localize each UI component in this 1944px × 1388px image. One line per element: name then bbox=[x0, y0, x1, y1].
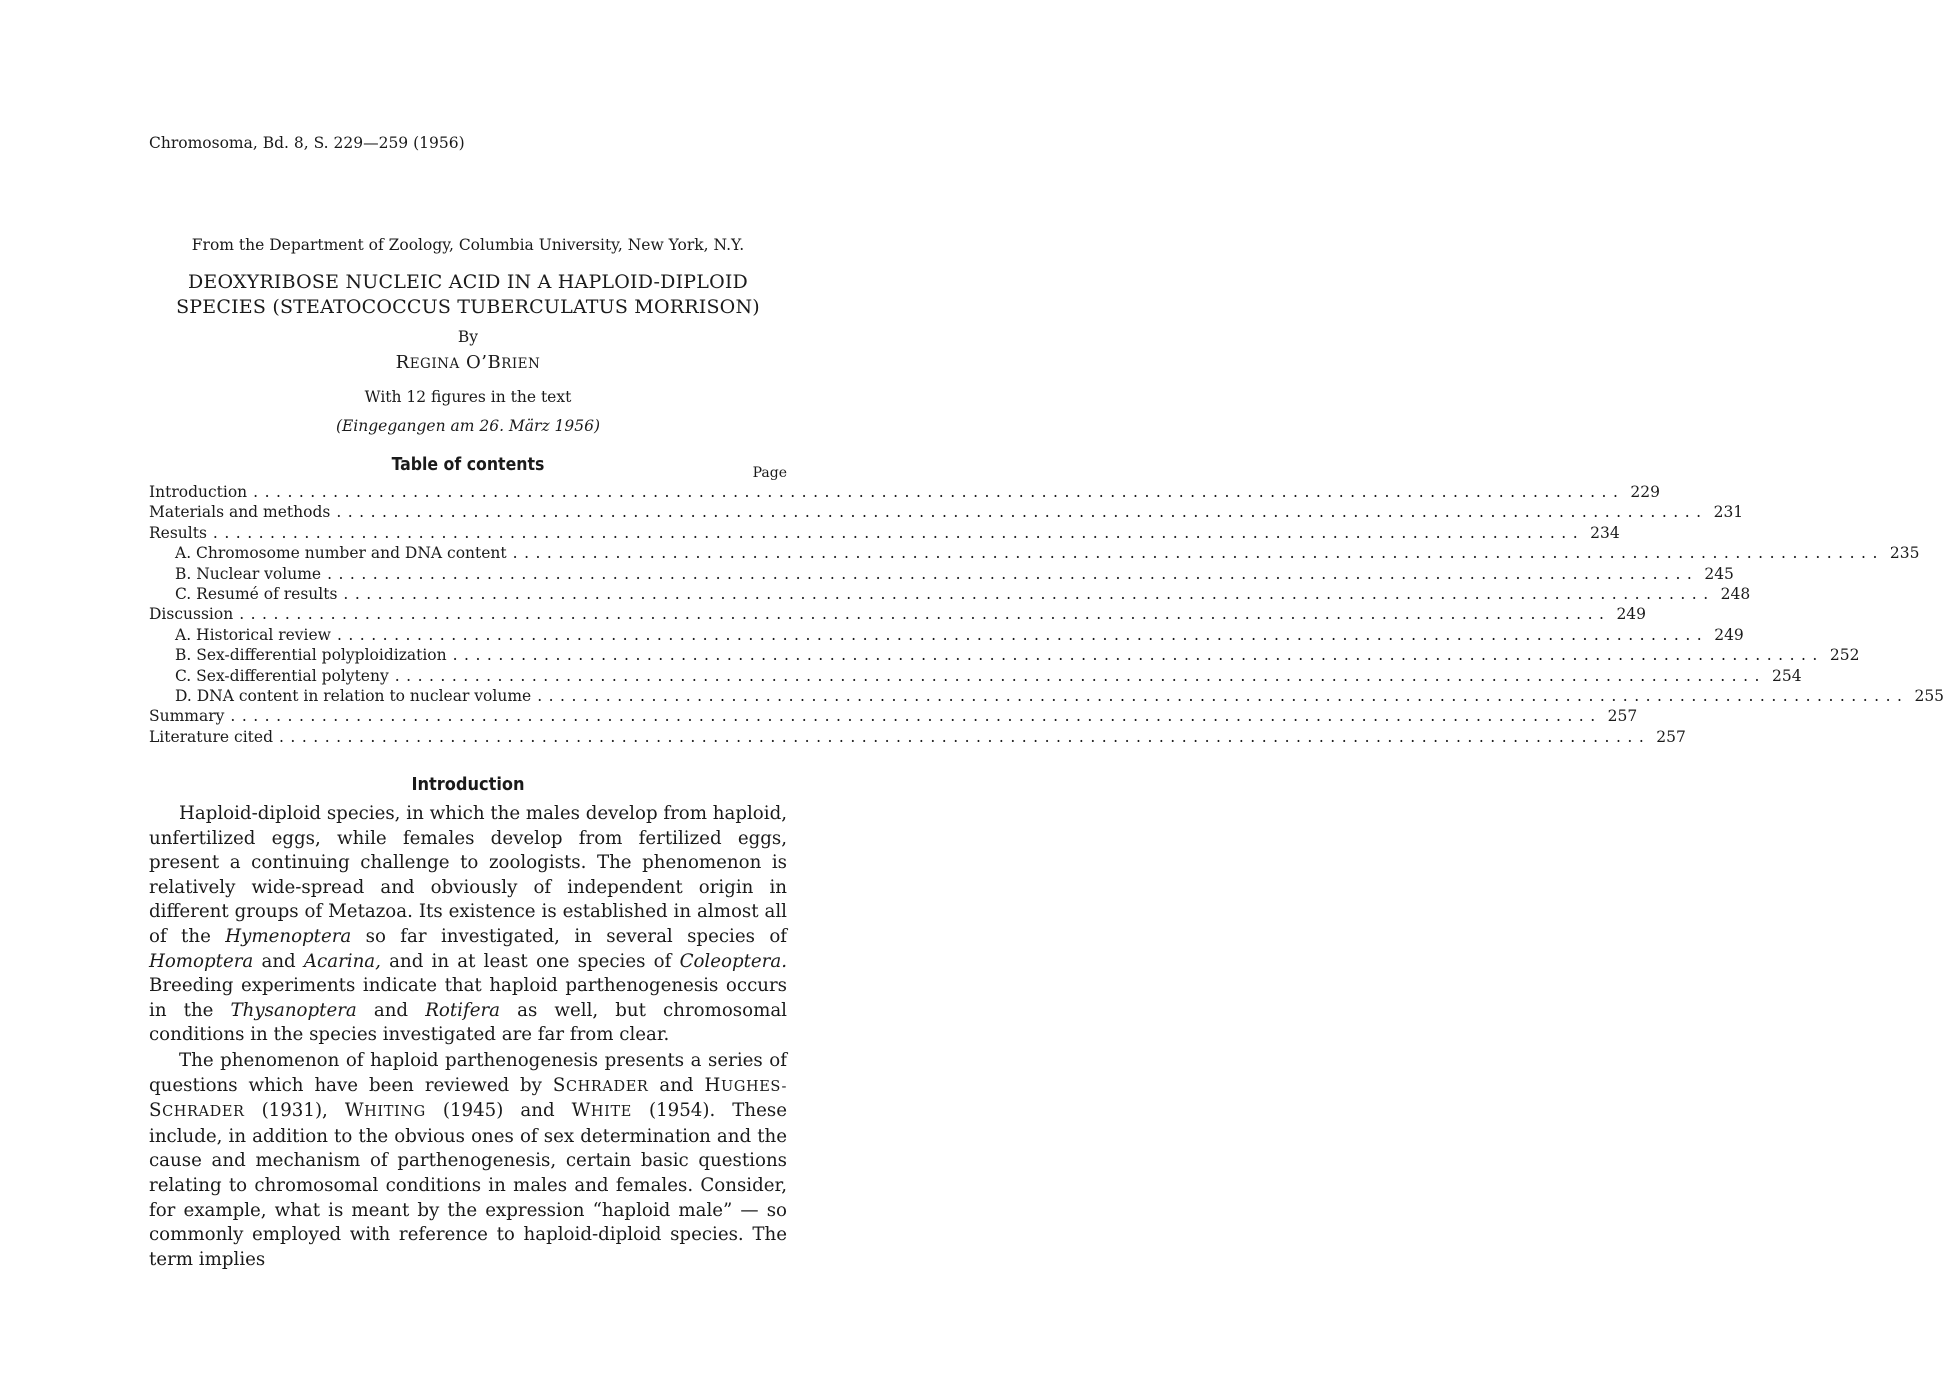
text-run: The phenomenon of haploid parthenogenesis presents a series of questions which have been reviewed by bbox=[149, 1050, 787, 1096]
toc-leader-dots: ........................................................................................................................ bbox=[452, 646, 1824, 665]
taxon-name: Homoptera bbox=[149, 950, 254, 972]
toc-leader-dots: ........................................................................................................................ bbox=[336, 503, 1708, 522]
intro-paragraph-1 bbox=[149, 802, 787, 1048]
text-run: Breeding experiments indicate that haploid parthenogenesis occurs in the bbox=[149, 975, 787, 1021]
received-date: (Eingegangen am 26. März 1956) bbox=[335, 417, 601, 435]
toc-entry-page: 249 bbox=[1714, 625, 1744, 644]
author-first-rest: EGINA bbox=[409, 356, 460, 372]
text-run: (1954). These include, in addition to the obvious ones of sex determination and the cause and mechanism of parthenogenesis, certain basic questions relating to chromosomal conditions in males and females. Consider, for example, what is meant by the expression “haploid male” — so commonly employed with reference to haploid-diploid species. The term implies bbox=[149, 1100, 787, 1270]
toc-entry-label: Materials and methods bbox=[149, 503, 331, 522]
toc-leader-dots: ........................................................................................................................ bbox=[253, 483, 1625, 501]
toc-entry-page: 248 bbox=[1720, 584, 1751, 603]
cite-initial: S bbox=[552, 1074, 566, 1096]
toc-page-header: Page bbox=[752, 465, 787, 481]
toc-entry-label: A. Chromosome number and DNA content bbox=[175, 544, 507, 563]
author-name bbox=[149, 352, 787, 373]
taxon-name: Thysanoptera bbox=[230, 999, 357, 1021]
toc-entry bbox=[149, 584, 1751, 605]
author-first-initial: R bbox=[395, 352, 410, 373]
cite-initial: W bbox=[571, 1100, 591, 1122]
author-last-prefix: O’B bbox=[465, 352, 502, 373]
toc-entry bbox=[149, 605, 1647, 625]
cite-rest: UGHES- bbox=[721, 1078, 787, 1095]
taxon-name: Hymenoptera bbox=[225, 925, 352, 947]
toc-entry-page: 234 bbox=[1590, 523, 1620, 542]
toc-leader-dots: ........................................................................................................................ bbox=[512, 544, 1884, 563]
toc-entry-page: 252 bbox=[1829, 646, 1860, 665]
text-run: and bbox=[253, 950, 304, 972]
intro-paragraph-2 bbox=[149, 1049, 787, 1272]
toc-entry-page: 257 bbox=[1656, 727, 1686, 746]
toc-entry-label: D. DNA content in relation to nuclear volume bbox=[175, 686, 532, 705]
toc-entry-page: 249 bbox=[1616, 605, 1647, 624]
toc-entry bbox=[149, 707, 1638, 727]
toc-leader-dots: ........................................................................................................................ bbox=[239, 605, 1611, 624]
text-run: Haploid-diploid species, in which the males develop from haploid, unfertilized eggs, while females develop from fertilized eggs, present a continuing challenge to zoologists. The phenomenon is relatively wide-spread and obviously of independent origin in different groups of Metazoa. Its existence is established in almost all of the bbox=[149, 803, 787, 947]
toc-entry-page: 257 bbox=[1607, 707, 1638, 726]
toc-entry-page: 231 bbox=[1713, 503, 1744, 522]
journal-citation: Chromosoma, Bd. 8, S. 229—259 (1956) bbox=[149, 134, 465, 152]
department-affiliation: From the Department of Zoology, Columbia University, New York, N.Y. bbox=[191, 236, 745, 254]
toc-entry-label: Summary bbox=[149, 707, 225, 726]
toc-entry bbox=[149, 564, 1734, 585]
title-line-2: SPECIES (STEATOCOCCUS TUBERCULATUS MORRISON) bbox=[176, 296, 760, 318]
toc-entry-label: C. Resumé of results bbox=[175, 584, 338, 603]
figures-note: With 12 figures in the text bbox=[364, 388, 572, 406]
toc-leader-dots: ........................................................................................................................ bbox=[279, 727, 1651, 746]
text-run: (1931), bbox=[244, 1100, 345, 1122]
author-citation bbox=[149, 1100, 245, 1122]
toc-entry-label: Introduction bbox=[149, 483, 248, 501]
toc-entry bbox=[149, 646, 1860, 666]
cite-initial: W bbox=[344, 1100, 365, 1122]
article-title bbox=[149, 270, 787, 320]
taxon-name: Coleoptera. bbox=[679, 950, 787, 972]
text-run: and in at least one species of bbox=[380, 950, 680, 972]
toc-leader-dots: ........................................................................................................................ bbox=[230, 707, 1602, 726]
taxon-name: Rotifera bbox=[425, 999, 501, 1021]
toc-entry-label: Results bbox=[149, 523, 207, 542]
author-citation bbox=[704, 1074, 787, 1096]
toc-entry bbox=[149, 503, 1744, 523]
title-line-1: DEOXYRIBOSE NUCLEIC ACID IN A HAPLOID-DIPLOID bbox=[188, 271, 748, 293]
author-last-rest: RIEN bbox=[501, 356, 541, 372]
cite-rest: CHRADER bbox=[565, 1078, 649, 1095]
text-run: (1945) and bbox=[425, 1100, 572, 1122]
section-heading-introduction: Introduction bbox=[411, 774, 525, 795]
toc-leader-dots: ........................................................................................................................ bbox=[212, 523, 1585, 542]
cite-rest: HITE bbox=[590, 1104, 632, 1121]
text-run: as well, but chromosomal conditions in the species investigated are far from clear. bbox=[149, 999, 787, 1046]
toc-entry bbox=[149, 666, 1802, 687]
toc-entry bbox=[149, 523, 1620, 544]
taxon-name: Acarina, bbox=[303, 950, 381, 972]
table-of-contents bbox=[149, 483, 1944, 748]
toc-entry-label: Literature cited bbox=[149, 727, 273, 746]
toc-entry-page: 255 bbox=[1914, 686, 1944, 705]
cite-rest: HITING bbox=[364, 1104, 426, 1121]
toc-leader-dots: ........................................................................................................................ bbox=[336, 625, 1709, 644]
toc-entry bbox=[149, 483, 1661, 503]
toc-entry bbox=[149, 625, 1744, 646]
toc-entry bbox=[149, 544, 1920, 564]
byline-by: By bbox=[457, 328, 479, 346]
author-citation bbox=[552, 1074, 649, 1096]
toc-entry-page: 254 bbox=[1771, 666, 1802, 685]
toc-entry-label: C. Sex-differential polyteny bbox=[175, 666, 389, 685]
toc-entry-label: Discussion bbox=[149, 605, 234, 624]
text-run: so far investigated, in several species of bbox=[351, 925, 787, 947]
toc-entry-page: 245 bbox=[1704, 564, 1734, 583]
toc-entry-page: 235 bbox=[1889, 544, 1920, 563]
toc-entry-label: B. Sex-differential polyploidization bbox=[175, 646, 447, 665]
cite-initial: H bbox=[704, 1074, 721, 1096]
cite-initial: S bbox=[149, 1100, 163, 1122]
toc-title: Table of contents bbox=[391, 455, 545, 475]
text-run: and bbox=[356, 999, 426, 1021]
toc-entry-label: A. Historical review bbox=[175, 625, 331, 644]
text-run: and bbox=[648, 1074, 705, 1096]
toc-entry bbox=[149, 727, 1686, 748]
toc-entry bbox=[149, 686, 1944, 707]
toc-leader-dots: ........................................................................................................................ bbox=[394, 666, 1766, 685]
cite-rest: CHRADER bbox=[162, 1104, 245, 1121]
author-citation bbox=[571, 1100, 632, 1122]
toc-entry-page: 229 bbox=[1630, 483, 1661, 501]
author-citation bbox=[344, 1100, 426, 1122]
toc-leader-dots: ........................................................................................................................ bbox=[537, 686, 1909, 705]
toc-entry-label: B. Nuclear volume bbox=[175, 564, 322, 583]
toc-leader-dots: ........................................................................................................................ bbox=[343, 584, 1715, 603]
toc-leader-dots: ........................................................................................................................ bbox=[327, 564, 1699, 583]
